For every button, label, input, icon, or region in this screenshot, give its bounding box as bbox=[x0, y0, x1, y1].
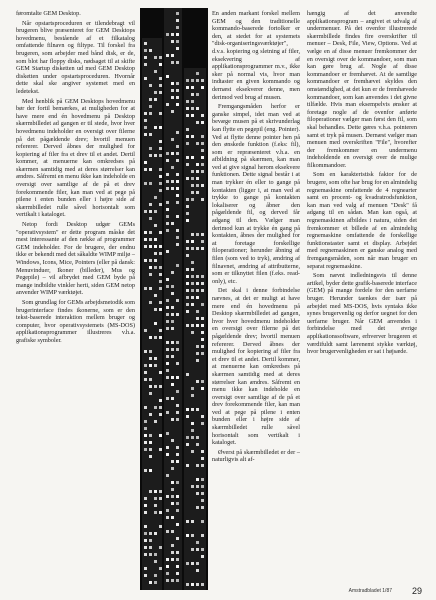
skyscraper-illustration bbox=[140, 8, 208, 590]
paragraph: Som en karakteristisk faktor for de brugere, som ofte har brug for en almindelig regnemaskine omfattende de 4 regnearter samt en procent- og kvadratrodsfunktion, kan man ved valg af menuen "Desk" få adgang til en sådan. Man kan også, at regnemaskinen afbildes i natura, siden det fremkommer et billede af en almindelig regnemaskine omfattende de forskellige funktionstaster samt et display. Arbejdet med regnemaskinen er ganske analog med fremgangsmåden, som når man bruger en separat regnemaskine. bbox=[307, 171, 417, 270]
city-skyline-photo bbox=[140, 8, 208, 590]
paragraph: hængig af det anvendte applikationsprogram – angivet et udvalg af undermenuer. På det ovenfor illustrerede skærmbillede findes fire overskrifter til menuer – Desk, File, View, Options. Ved at vælge en af disse menuer fremkommer der en oversigt over de kommandoer, som man kan gøre brug af. Nogle af disse kommandoer er fremhævet. At de samtlige kommandoer er fremhævet skyldes den omstændighed, at det kun er de fremhævede kommandoer, som kan anvendes i det givne tilfælde. Hvis man eksempelvis ønsker at foretage nogle af de ovenfor anførte filoperationer vælger man først den fil, som skal behandles. Dette gøres v.h.a. pointeren samt et tryk på musen. Dernæst vælger man menuen med overskriften "File", hvorefter der fremkommer en undermenu indeholdende en oversigt over de mulige filkommandoer. bbox=[307, 10, 417, 169]
paragraph: Det skal i denne forbindelse nævnes, at det er muligt at have mere end én hovedmenu på Desktop skærmbilledet ad gangen, hvor hver hovedmenu indeholder en oversigt over filerne på det pågældende drev; hvortil menuen refererer. Derved åbnes der mulighed for kopiering af filer fra et drev til et andet. Dertil kommer, at menuerne kan omkredses på skærmen samtidig med at deres størrelser kan ændres. Såfremt en menu ikke kan indeholde en oversigt over samtlige af de på et drev forekommende filer, kan man ved at pege på pilene i enten bunden eller i højre side af skærmbilledet rulle såvel horisontalt som vertikalt i kataloget. bbox=[212, 287, 300, 447]
paragraph: Netop fordi Desktop udgør GEMs "operativsystem" er dette program måske det mest interessante af den række af programmer GEM indeholder. For de brugere, der endnu ikke er bekendt med det såkaldte WIMP miljø – Windows, Icons, Mice, Pointers (eller på dansk: Menuvinduer, Ikoner (billeder), Mus og Pegepile) – vil afbrydet med GEM byde på mange indbildte vinkler herti, siden GEM netop anvender WIMP værktøjet. bbox=[16, 221, 135, 297]
paragraph: Når opstartsproceduren er tilendebragt vil brugeren blive præsenteret for GEM Desktops hovedmenu, bestående af et filkatalog omfattende filnavn og filtype. Til forskel fra brugeren, som arbejder med bånd disk, er de, som blot har floppy disks, nødsaget til at skifte GEM Startup disketten ud med GEM Desktop disketten under opstartsproceduren. Hvornår dette skal ske angiver systemet med en ledetekst. bbox=[16, 19, 135, 95]
article-column-3 bbox=[212, 10, 300, 466]
paragraph: Som grundlag for GEMs arbejdsmetodik som brugerinterface findes ikonerne, som er den tekst-baserede interaktion mellem bruger og computer, hvor operativsystemets (MS-DOS) applikationsprogrammer illustreres v.h.a. grafiske symboler. bbox=[16, 298, 135, 344]
paragraph: føromtalte GEM Desktop. bbox=[16, 10, 81, 17]
magazine-issue: Amstradbladet 1/87 bbox=[348, 588, 392, 594]
article-column-1 bbox=[16, 10, 135, 347]
page-number: 29 bbox=[411, 586, 422, 596]
paragraph: Øverst på skærmbilledet er der – naturligvis alt af- bbox=[212, 448, 300, 464]
article-column-4 bbox=[307, 10, 417, 358]
paragraph: Som nævnt indledningsvis til denne artikel, byder dette grafik-baserede interface (GEM) på mange fordele for den uerfarne bruger. Herunder taenkes der især på arbejdet med MS-DOS, hvis syntaks ikke synes brugervenlig og derfor uegnet for den uerfarne bruger. Når GEM anvendes i forbindelse med det øvrige applikationssoftware, erhverver brugeren et værdifuldt samt lærenemt stykke værktøj, hvor brugervenligheden er sat i højsæde. bbox=[307, 272, 417, 356]
paragraph: En anden markant forskel mellem GEM og den traditionelle kommando-baserede fortolker er den, at stedet for at systemets "disk-organiseringsværktøjer", d.v.s. kopiering og sletning af filer, eksekvering af applikationsprogrammer m.v., ikke sker på normal vis, hvor man indtaster en given kommando og dernæst eksekverer denne, men derimod ved brug af musen. bbox=[212, 10, 300, 101]
paragraph: Fremgangsmåden herfor er ganske simpel, idet man ved at bevæge musen på et skrivunderlag kan flytte en pegepil (eng. Pointer). Ved at flytte denne pointer hen på den ønskede funktion (f.eks: fil), som er repræsenteret v.h.a. en afbildning på skærmen, kan man ved at give signal herom eksekvere funktionen. Dette signal består i at man trykker én eller to gange på kontakten (ligger i, at man ved at trykke to gange på kontakten lokaliserer og åbner den pågældende fil, og derved får adgang til den. Vælger man derimod kun at trykke én gang på kontakten, åbnes der mulighed for at foretage forskellige filoperationer; herunder åbning af filen (som ved to tryk), ændring af filnavnet, ændring af attributterne, som er tilknyttet filen (f.eks. read-only), etc. bbox=[212, 103, 300, 285]
paragraph: Med henblik på GEM Desktops hovedmenu bør der fortil bemærkes, at muligheden for at have mere end én hovedmenu på Desktop skærmbilledet ad gangen er til stede, hvor hver hovedmenu indeholder en oversigt over filerne på det pågældende drev; hvortil menuen refererer. Derved åbnes der mulighed for kopiering af filer fra et drev til et andet. Dertil kommer, at menuerne kan omkredses på skærmen samtidig med at deres størrelser kan ændres. Såfremt en menu ikke kan indeholde en oversigt over samtlige af de på et drev forekommende filer, kan man ved at pege på pilene i enten bunden eller i højre side af skærmbilledet rulle såvel horisontalt som vertikalt i kataloget. bbox=[16, 97, 135, 219]
